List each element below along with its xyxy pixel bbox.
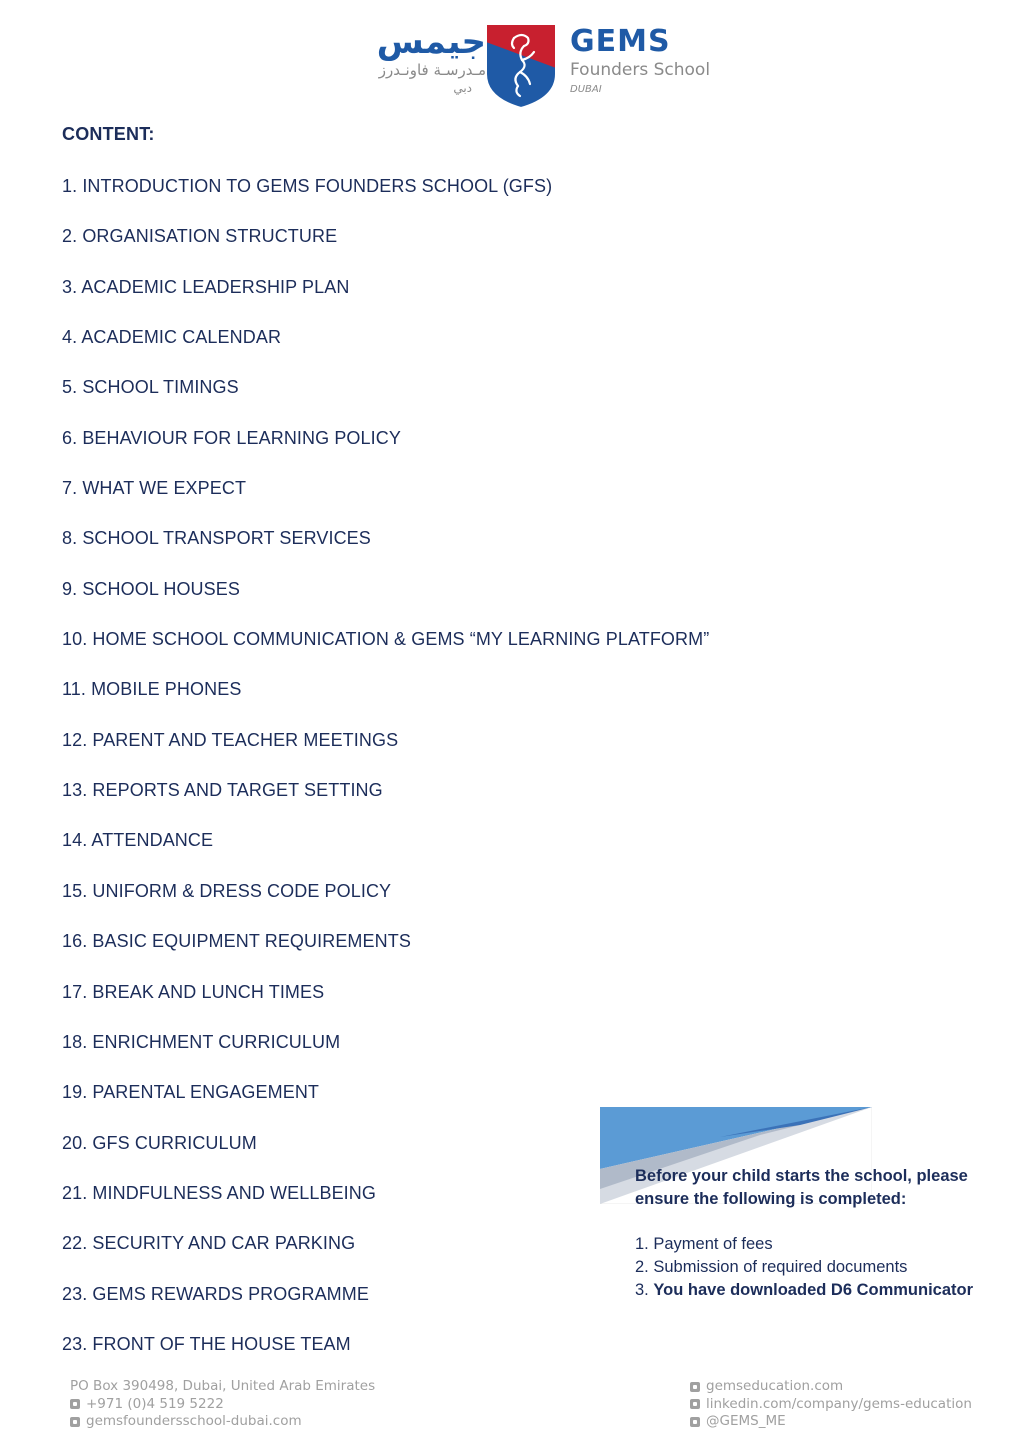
checklist-item-text: Payment of fees: [653, 1235, 773, 1253]
contents-item: 17. BREAK AND LUNCH TIMES: [62, 981, 325, 1002]
contents-item: 13. REPORTS AND TARGET SETTING: [62, 780, 383, 801]
footer-school-site[interactable]: gemsfoundersschool-dubai.com: [86, 1413, 302, 1429]
checklist-item-text: You have downloaded D6 Communicator: [653, 1281, 974, 1299]
web-icon: [690, 1382, 700, 1392]
contents-item: 3. ACADEMIC LEADERSHIP PLAN: [62, 276, 350, 297]
footer-phone-line: [70, 1396, 375, 1414]
contents-item: 19. PARENTAL ENGAGEMENT: [62, 1082, 320, 1103]
contents-item: 1. INTRODUCTION TO GEMS FOUNDERS SCHOOL (GFS): [62, 176, 553, 196]
contents-item: 4. ACADEMIC CALENDAR: [62, 327, 282, 348]
contents-item: 21. MINDFULNESS AND WELLBEING: [62, 1182, 376, 1203]
crest-icon: [484, 22, 558, 110]
twitter-icon: [690, 1417, 700, 1427]
contents-item: 9. SCHOOL HOUSES: [62, 578, 240, 599]
footer-website[interactable]: gemseducation.com: [706, 1378, 844, 1394]
web-icon: [70, 1417, 80, 1427]
contents-item: 12. PARENT AND TEACHER MEETINGS: [62, 729, 399, 750]
school-logo: [344, 20, 716, 112]
footer-linkedin-line[interactable]: [690, 1396, 972, 1414]
logo-english-name: GEMS: [570, 24, 671, 59]
checklist-list: [635, 1233, 995, 1302]
logo-english-school: Founders School: [570, 60, 711, 80]
logo-arabic-city: دبي: [453, 81, 472, 95]
contents-item: 2. ORGANISATION STRUCTURE: [62, 226, 338, 247]
contents-item: 15. UNIFORM & DRESS CODE POLICY: [62, 880, 392, 901]
footer-address: PO Box 390498, Dubai, United Arab Emirates: [70, 1378, 376, 1394]
contents-item: 5. SCHOOL TIMINGS: [62, 377, 239, 398]
logo-arabic-school: مـدرسـة فاونـدرز: [378, 61, 486, 79]
footer-website-line[interactable]: [690, 1378, 972, 1396]
contents-item: 16. BASIC EQUIPMENT REQUIREMENTS: [62, 931, 411, 952]
logo-arabic-block: [346, 24, 486, 96]
footer-school-site-line[interactable]: [70, 1413, 375, 1431]
contents-heading: CONTENT:: [62, 124, 155, 144]
footer-twitter[interactable]: @GEMS_ME: [706, 1413, 786, 1429]
checklist-item: [635, 1256, 995, 1279]
contents-item: 18. ENRICHMENT CURRICULUM: [62, 1031, 341, 1052]
checklist-item: [635, 1279, 995, 1302]
checklist-item: [635, 1233, 995, 1256]
contents-item: 10. HOME SCHOOL COMMUNICATION & GEMS “MY LEARNING PLATFORM”: [62, 629, 710, 650]
linkedin-icon: [690, 1399, 700, 1409]
checklist-panel: [635, 1165, 995, 1302]
checklist-item-number: 1.: [635, 1235, 649, 1253]
contents-item: 23. GEMS REWARDS PROGRAMME: [62, 1283, 369, 1304]
checklist-item-number: 2.: [635, 1258, 649, 1276]
logo-english-city: DUBAI: [570, 84, 602, 95]
contents-item: 7. WHAT WE EXPECT: [62, 478, 247, 499]
footer-linkedin[interactable]: linkedin.com/company/gems-education: [706, 1395, 972, 1412]
logo-arabic-name: جيمس: [376, 22, 486, 62]
contents-item: 11. MOBILE PHONES: [62, 679, 242, 700]
contents-item: 14. ATTENDANCE: [62, 830, 214, 851]
contents-item: 6. BEHAVIOUR FOR LEARNING POLICY: [62, 427, 401, 448]
checklist-heading: Before your child starts the school, please ensure the following is completed:: [635, 1167, 968, 1208]
footer-social: [690, 1378, 972, 1431]
contents-item: 8. SCHOOL TRANSPORT SERVICES: [62, 528, 371, 549]
checklist-item-text: Submission of required documents: [653, 1258, 908, 1276]
checklist-item-number: 3.: [635, 1281, 649, 1299]
footer-phone: +971 (0)4 519 5222: [86, 1395, 224, 1412]
contents-item: 23. FRONT OF THE HOUSE TEAM: [62, 1333, 351, 1354]
contents-item: 20. GFS CURRICULUM: [62, 1132, 257, 1153]
phone-icon: [70, 1399, 80, 1409]
contents-item: 22. SECURITY AND CAR PARKING: [62, 1233, 356, 1254]
logo-english-block: [570, 26, 710, 98]
footer-twitter-line[interactable]: [690, 1413, 972, 1431]
footer-contact: [70, 1378, 375, 1431]
